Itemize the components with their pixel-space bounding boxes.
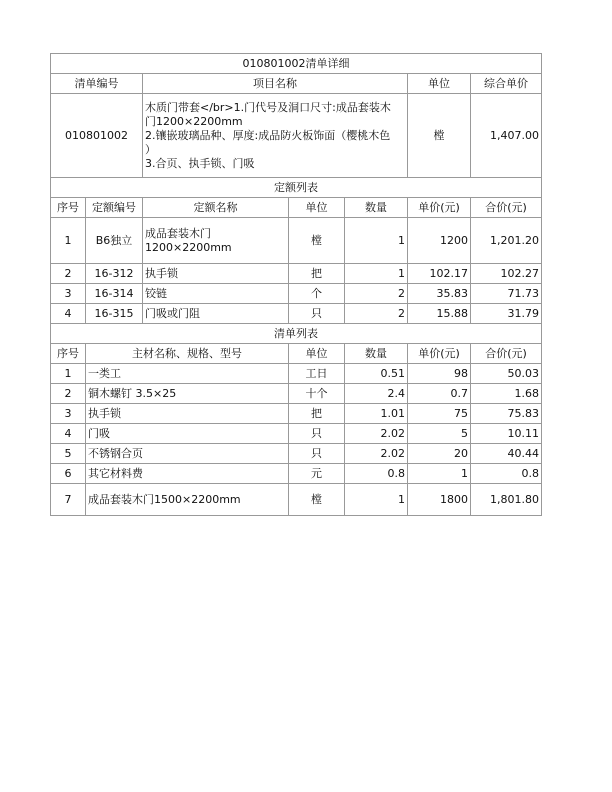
material-unit: 元 <box>289 464 345 484</box>
material-qty: 1.01 <box>345 404 408 424</box>
material-qty: 2.4 <box>345 384 408 404</box>
material-no: 7 <box>51 484 86 516</box>
table-row <box>51 384 542 404</box>
table-row <box>51 404 542 424</box>
quota-qty: 2 <box>345 304 408 324</box>
material-total: 75.83 <box>471 404 542 424</box>
quota-header: 定额名称 <box>143 198 289 218</box>
bill-detail-table <box>50 53 542 516</box>
quota-no: 4 <box>51 304 86 324</box>
quota-qty: 1 <box>345 218 408 264</box>
materials-header: 单位 <box>289 344 345 364</box>
table-row <box>51 364 542 384</box>
quota-name: 执手锁 <box>143 264 289 284</box>
material-total: 40.44 <box>471 444 542 464</box>
materials-header: 单价(元) <box>408 344 471 364</box>
quota-price: 35.83 <box>408 284 471 304</box>
material-name: 执手锁 <box>86 404 289 424</box>
material-name: 铜木螺钉 3.5×25 <box>86 384 289 404</box>
quota-header: 序号 <box>51 198 86 218</box>
quota-price: 1200 <box>408 218 471 264</box>
materials-header: 合价(元) <box>471 344 542 364</box>
materials-header: 数量 <box>345 344 408 364</box>
material-price: 1800 <box>408 484 471 516</box>
material-unit: 把 <box>289 404 345 424</box>
material-qty: 2.02 <box>345 424 408 444</box>
materials-section-title: 清单列表 <box>51 324 542 344</box>
table-row <box>51 444 542 464</box>
material-price: 20 <box>408 444 471 464</box>
material-no: 4 <box>51 424 86 444</box>
header-unit: 单位 <box>408 74 471 94</box>
item-price: 1,407.00 <box>471 94 542 178</box>
material-price: 0.7 <box>408 384 471 404</box>
quota-code: 16-314 <box>86 284 143 304</box>
item-description-line: 2.镶嵌玻璃品种、厚度:成品防火板饰面（樱桃木色 <box>145 128 391 142</box>
table-row <box>51 464 542 484</box>
item-description-line: 木质门带套</br>1.门代号及洞口尺寸:成品套装木 <box>145 100 391 114</box>
item-description <box>143 94 408 178</box>
header-bill-code: 清单编号 <box>51 74 143 94</box>
header-item-name: 项目名称 <box>143 74 408 94</box>
material-no: 3 <box>51 404 86 424</box>
quota-header: 单价(元) <box>408 198 471 218</box>
quota-no: 2 <box>51 264 86 284</box>
quota-code: 16-312 <box>86 264 143 284</box>
material-name: 门吸 <box>86 424 289 444</box>
quota-header: 单位 <box>289 198 345 218</box>
item-unit: 樘 <box>408 94 471 178</box>
material-total: 0.8 <box>471 464 542 484</box>
quota-total: 102.27 <box>471 264 542 284</box>
item-description-line: 3.合页、执手锁、门吸 <box>145 156 255 170</box>
quota-header: 数量 <box>345 198 408 218</box>
quota-total: 1,201.20 <box>471 218 542 264</box>
quota-code: B6独立 <box>86 218 143 264</box>
material-no: 2 <box>51 384 86 404</box>
quota-total: 31.79 <box>471 304 542 324</box>
quota-price: 15.88 <box>408 304 471 324</box>
material-name: 不锈钢合页 <box>86 444 289 464</box>
material-total: 50.03 <box>471 364 542 384</box>
material-unit: 只 <box>289 424 345 444</box>
quota-qty: 2 <box>345 284 408 304</box>
quota-no: 1 <box>51 218 86 264</box>
item-description-line: 门1200×2200mm <box>145 114 243 128</box>
quota-unit: 樘 <box>289 218 345 264</box>
quota-unit: 把 <box>289 264 345 284</box>
quota-name: 铰链 <box>143 284 289 304</box>
quota-name: 门吸或门阻 <box>143 304 289 324</box>
material-price: 5 <box>408 424 471 444</box>
material-price: 1 <box>408 464 471 484</box>
material-qty: 0.51 <box>345 364 408 384</box>
quota-qty: 1 <box>345 264 408 284</box>
material-name: 一类工 <box>86 364 289 384</box>
material-no: 5 <box>51 444 86 464</box>
material-qty: 0.8 <box>345 464 408 484</box>
material-no: 6 <box>51 464 86 484</box>
material-unit: 只 <box>289 444 345 464</box>
quota-section-title: 定额列表 <box>51 178 542 198</box>
quota-price: 102.17 <box>408 264 471 284</box>
table-row <box>51 424 542 444</box>
materials-header: 序号 <box>51 344 86 364</box>
quota-unit: 只 <box>289 304 345 324</box>
material-total: 1,801.80 <box>471 484 542 516</box>
material-unit: 樘 <box>289 484 345 516</box>
material-name: 其它材料费 <box>86 464 289 484</box>
quota-header: 定额编号 <box>86 198 143 218</box>
material-no: 1 <box>51 364 86 384</box>
material-unit: 十个 <box>289 384 345 404</box>
material-qty: 2.02 <box>345 444 408 464</box>
material-qty: 1 <box>345 484 408 516</box>
quota-name: 成品套装木门 1200×2200mm <box>143 218 289 264</box>
table-title: 010801002清单详细 <box>51 54 542 74</box>
item-description-line: ） <box>145 142 156 156</box>
table-row <box>51 484 542 516</box>
quota-code: 16-315 <box>86 304 143 324</box>
header-unit-price: 综合单价 <box>471 74 542 94</box>
material-price: 75 <box>408 404 471 424</box>
item-code: 010801002 <box>51 94 143 178</box>
material-unit: 工日 <box>289 364 345 384</box>
materials-header: 主材名称、规格、型号 <box>86 344 289 364</box>
material-total: 10.11 <box>471 424 542 444</box>
quota-total: 71.73 <box>471 284 542 304</box>
quota-header: 合价(元) <box>471 198 542 218</box>
quota-no: 3 <box>51 284 86 304</box>
material-name: 成品套装木门1500×2200mm <box>86 484 289 516</box>
material-price: 98 <box>408 364 471 384</box>
quota-unit: 个 <box>289 284 345 304</box>
material-total: 1.68 <box>471 384 542 404</box>
